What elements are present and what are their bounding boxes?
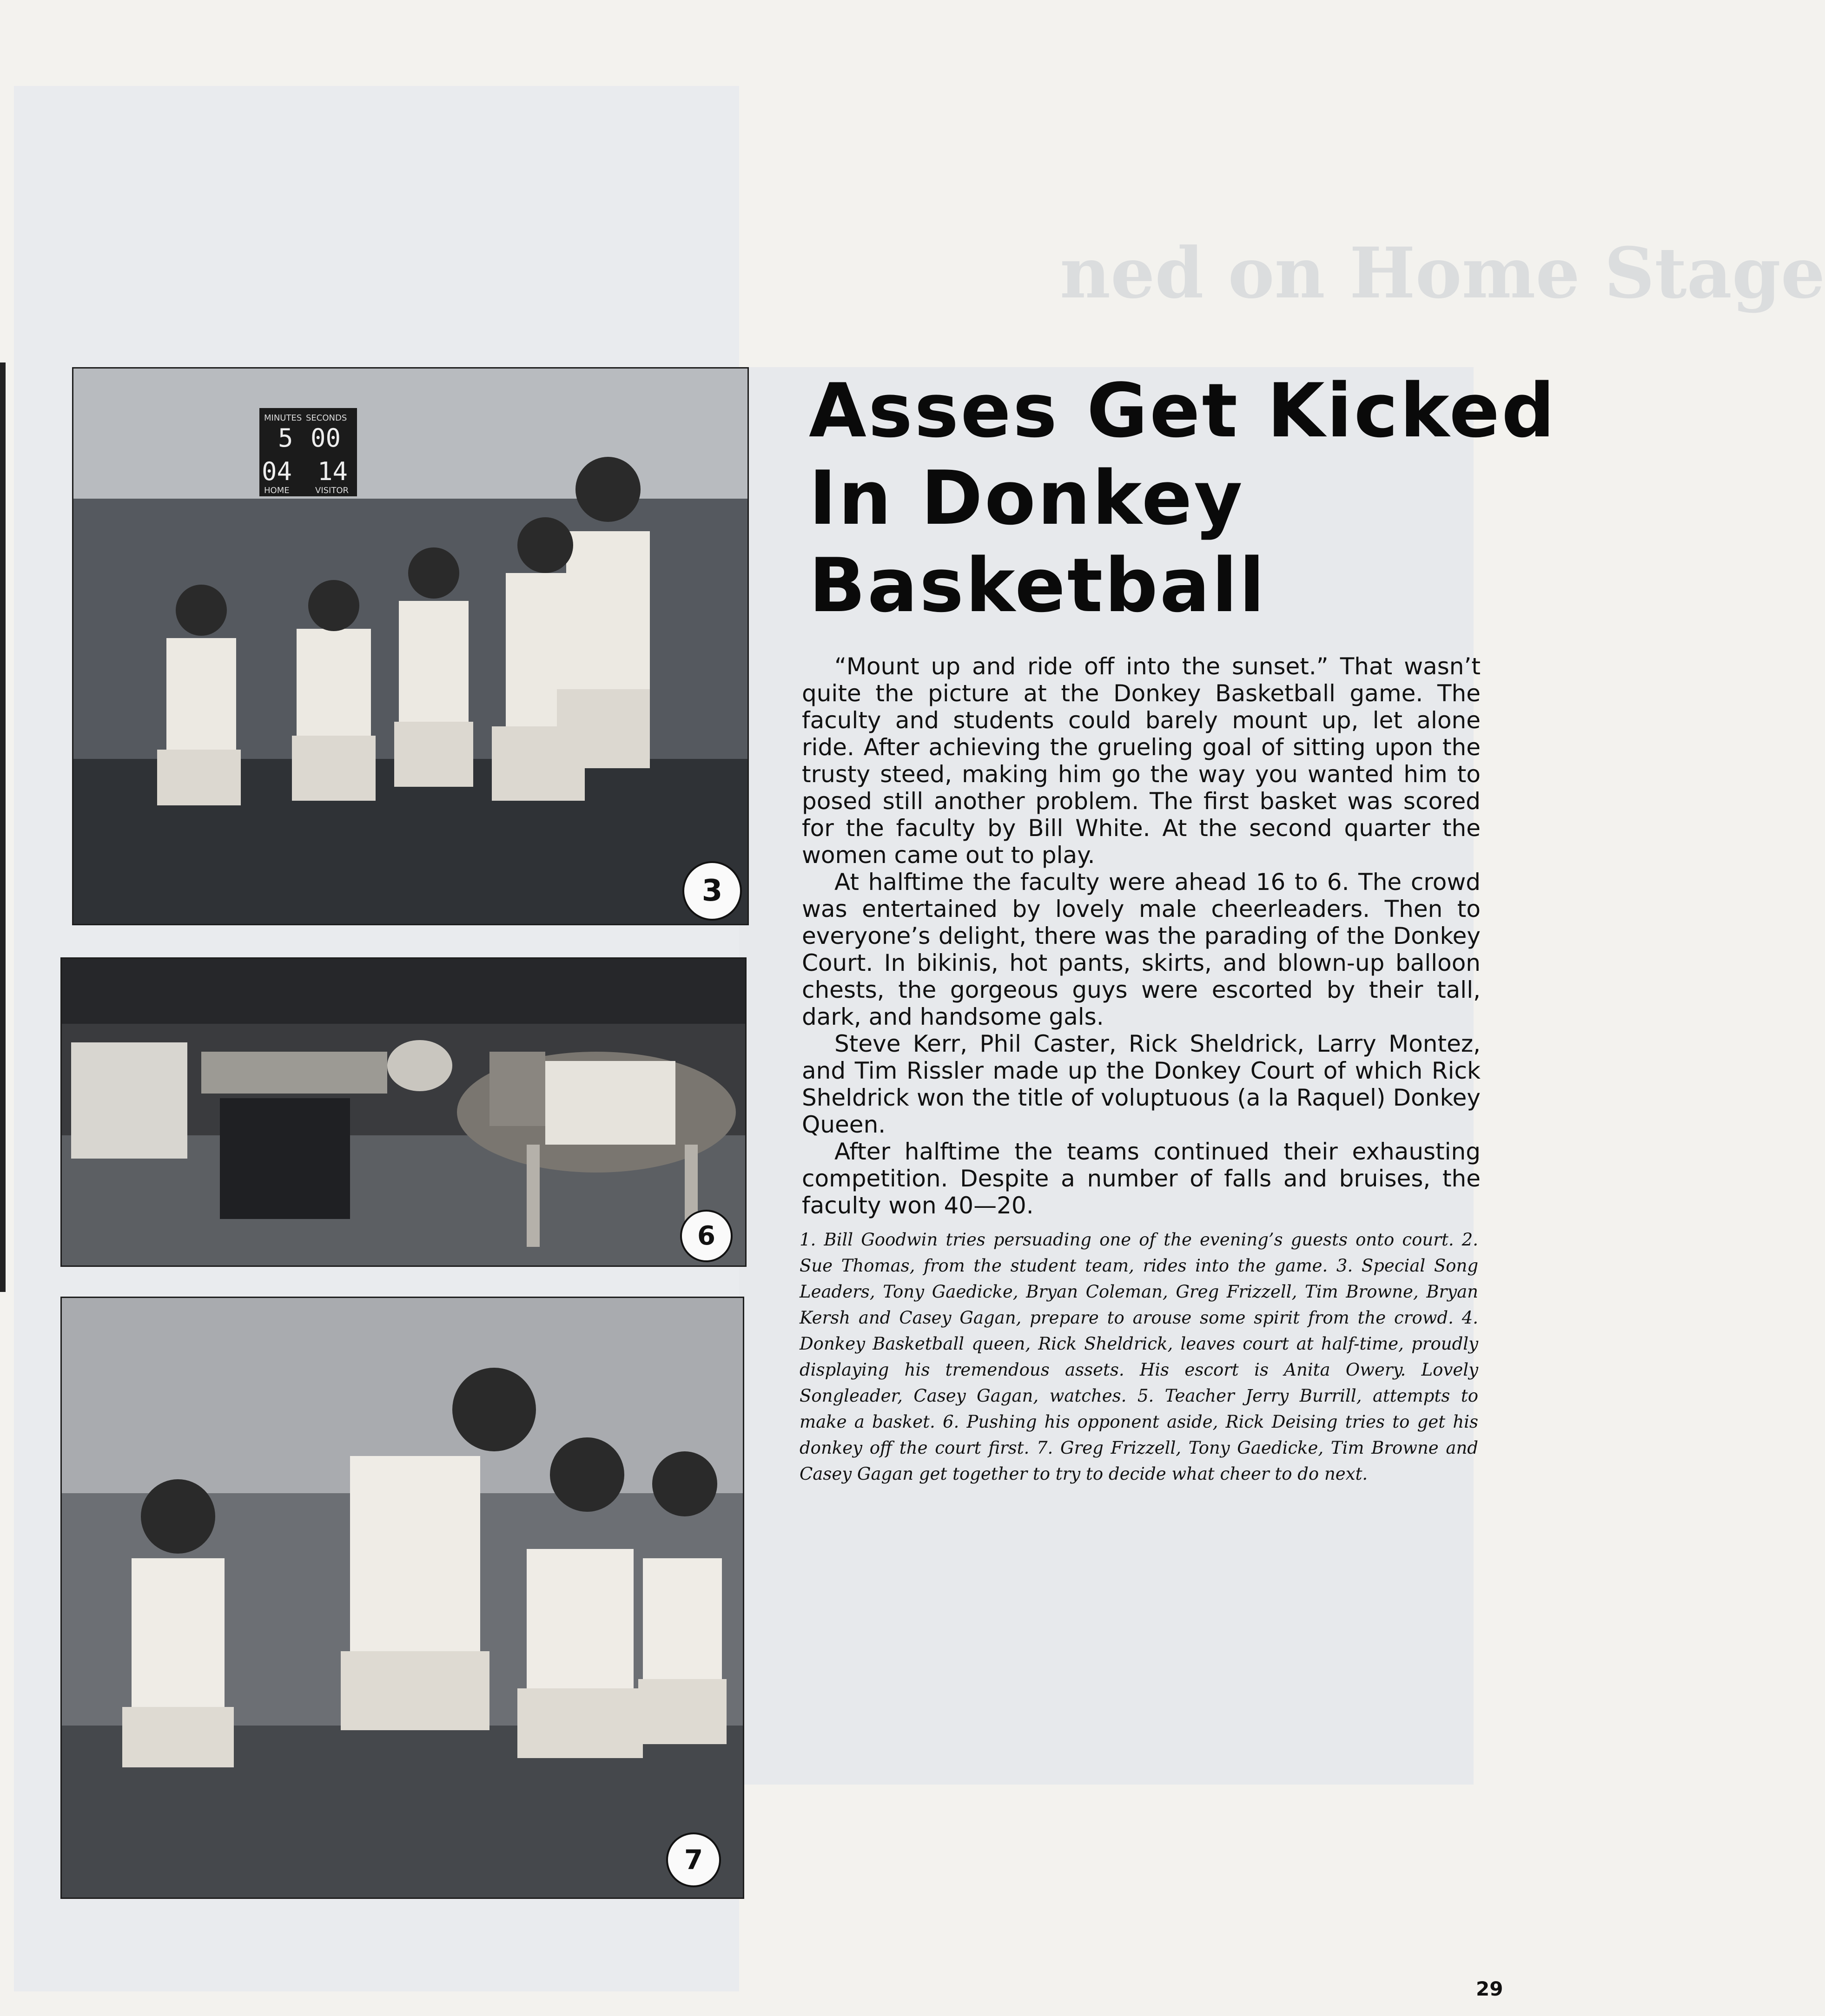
bleed-through-heading: ned on Home Stage [1060,232,1825,314]
photo-cheer-huddle [60,1297,744,1899]
article-body [802,653,1481,1219]
photo-captions: 1. Bill Goodwin tries persuading one of the evening’s guests onto court. 2. Sue Thomas, from the student team, rides into the game. 3. Special Song Leaders, Tony Gaedicke, Bryan Coleman, Greg Frizzell, Tim Browne, Bryan Kersh and Casey Gagan, prepare to arouse some spirit from the crowd. 4. Donkey Basketball queen, Rick Sheldrick, leaves court at half-time, proudly displaying his tremendous assets. His escort is Anita Owery. Lovely Songleader, Casey Gagan, watches. 5. Teacher Jerry Burrill, attempts to make a basket. 6. Pushing his opponent aside, Rick Deising tries to get his donkey off the court first. 7. Greg Frizzell, Tony Gaedicke, Tim Browne and Casey Gagan get together to try to decide what cheer to do next. [800,1230,1478,1484]
photo-song-leaders [72,367,749,925]
svg-text:HOME: HOME [264,486,290,495]
page-edge-mark [0,362,6,1292]
scoreboard [259,408,357,496]
article-paragraph: “Mount up and ride off into the sunset.” That wasn’t quite the picture at the Donkey Basketball game. The faculty and students could barely mount up, let alone ride. After achieving the grueling goal of sitting upon the trusty steed, making him go the way you wanted him to posed still another problem. The first basket was scored for the faculty by Bill White. At the second quarter the women came out to play. [802,653,1481,869]
headline-line-1: Asses Get Kicked [809,367,1557,454]
svg-text:5: 5 [278,423,293,453]
article-headline [809,367,1557,629]
photo-number-badge: 3 [682,861,742,921]
svg-text:14: 14 [317,457,348,486]
cheer-huddle-scene [62,1298,743,1897]
svg-text:SECONDS: SECONDS [306,413,347,423]
article-paragraph: After halftime the teams continued their exhausting competition. Despite a number of falls and bruises, the faculty won 40—20. [802,1138,1481,1219]
article-paragraph: Steve Kerr, Phil Caster, Rick Sheldrick, Larry Montez, and Tim Rissler made up the Donkey Court of which Rick Sheldrick won the title of voluptuous (a la Raquel) Donkey Queen. [802,1030,1481,1138]
song-leaders-scene [73,369,747,924]
donkey-push-scene [62,959,745,1265]
photo-number-badge: 7 [666,1832,721,1887]
photo-donkey-push [60,957,747,1267]
headline-line-3: Basketball [809,542,1267,629]
article-paragraph: At halftime the faculty were ahead 16 to 6. The crowd was entertained by lovely male cheerleaders. Then to everyone’s delight, there was the parading of the Donkey Court. In bikinis, hot pants, skirts, and blown-up balloon chests, the gorgeous guys were escorted by their tall, dark, and handsome gals. [802,869,1481,1030]
photo-number-badge: 6 [680,1210,733,1262]
page-number: 29 [1476,1977,1503,2000]
svg-text:MINUTES: MINUTES [264,413,302,423]
svg-text:04: 04 [262,457,292,486]
headline-line-2: In Donkey [809,455,1244,541]
svg-text:VISITOR: VISITOR [315,486,349,495]
svg-text:00: 00 [311,423,341,453]
